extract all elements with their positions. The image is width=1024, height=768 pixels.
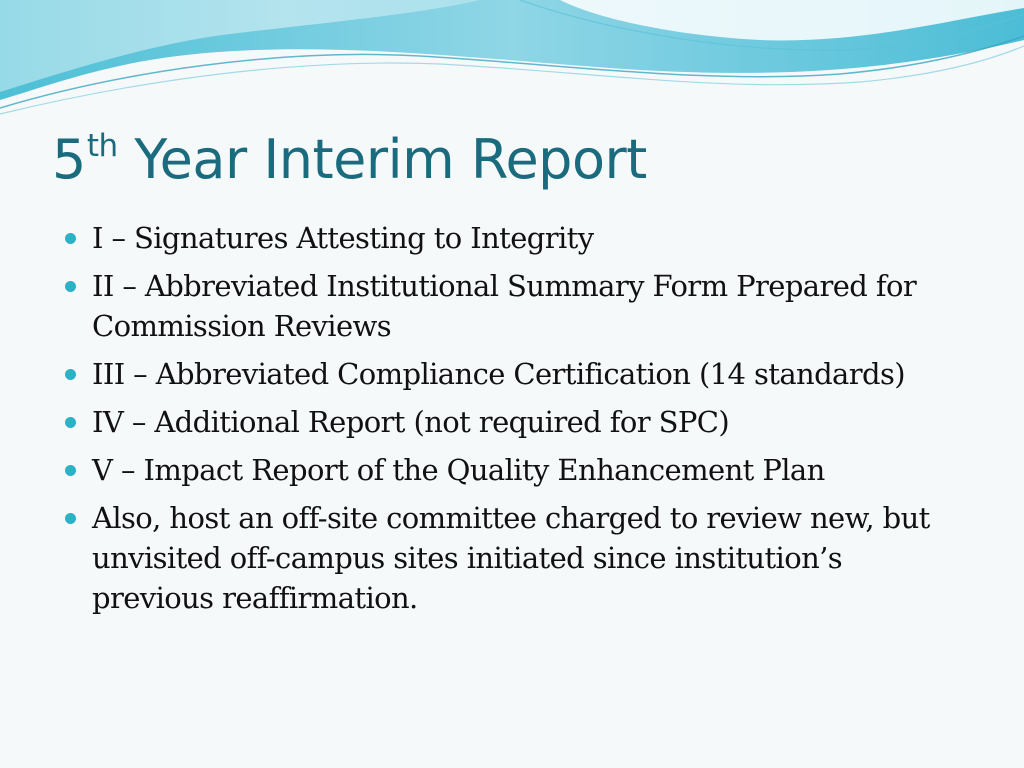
bullet-dot-icon <box>65 465 76 476</box>
slide-title <box>52 128 647 193</box>
bullet-item <box>62 266 962 346</box>
wave-banner-decoration <box>0 0 1024 130</box>
bullet-text: IV – Additional Report (not required for SPC) <box>92 405 730 439</box>
bullet-list <box>62 218 962 626</box>
bullet-item <box>62 450 962 490</box>
bullet-text: I – Signatures Attesting to Integrity <box>92 221 594 255</box>
bullet-text: V – Impact Report of the Quality Enhancement Plan <box>92 453 825 487</box>
bullet-text: II – Abbreviated Institutional Summary Form Prepared for Commission Reviews <box>92 269 917 343</box>
bullet-item <box>62 218 962 258</box>
title-number: 5 <box>52 128 86 191</box>
bullet-dot-icon <box>65 417 76 428</box>
title-superscript: th <box>86 128 118 164</box>
bullet-dot-icon <box>65 513 76 524</box>
bullet-text: Also, host an off-site committee charged to review new, but unvisited off-campus sites initiated since institution’s previous reaffirmation. <box>92 501 930 615</box>
bullet-dot-icon <box>65 233 76 244</box>
bullet-item <box>62 498 962 618</box>
title-text: Year Interim Report <box>117 128 647 191</box>
bullet-dot-icon <box>65 281 76 292</box>
bullet-text: III – Abbreviated Compliance Certification (14 standards) <box>92 357 905 391</box>
bullet-item <box>62 354 962 394</box>
bullet-dot-icon <box>65 369 76 380</box>
bullet-item <box>62 402 962 442</box>
